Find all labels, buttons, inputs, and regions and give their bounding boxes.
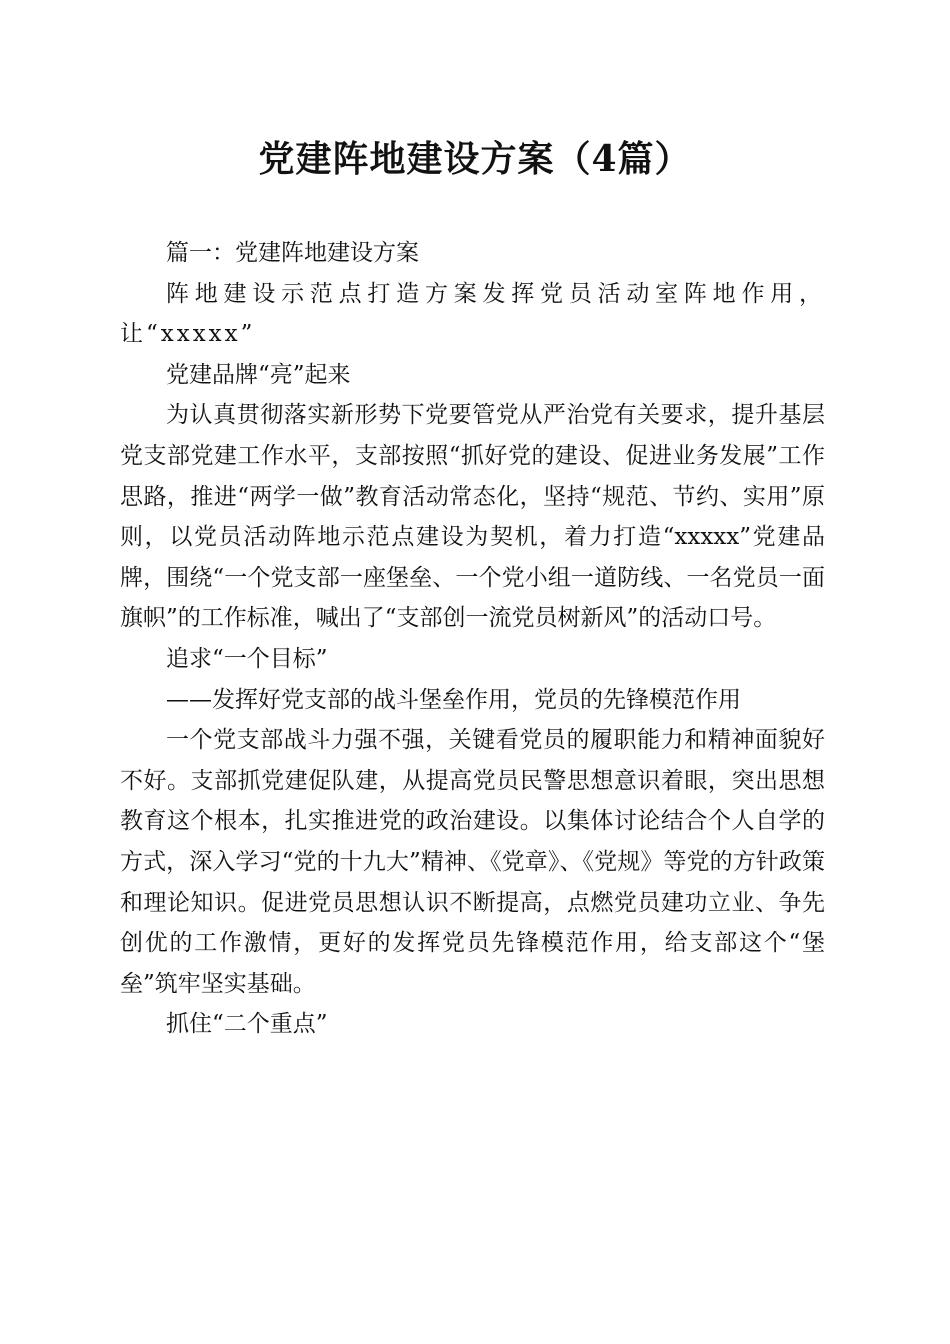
- paragraph: ——发挥好党支部的战斗堡垒作用，党员的先锋模范作用: [166, 686, 741, 713]
- section-heading: 篇一：党建阵地建设方案: [166, 240, 419, 266]
- paragraph: 阵地建设示范点打造方案发挥党员活动室阵地作用，让“xxxxx”: [120, 280, 825, 348]
- document-title: 党建阵地建设方案（4篇）: [258, 138, 692, 180]
- document-body: [120, 233, 825, 1045]
- paragraph: 一个党支部战斗力强不强，关键看党员的履职能力和精神面貌好不好。支部抓党建促队建，从提高党员民警思想意识着眼，突出思想教育这个根本，扎实推进党的政治建设。以集体讨论结合个人自学的方式，深入学习“党的十九大”精神、《党章》、《党规》等党的方针政策和理论知识。促进党员思想认识不断提高，点燃党员建功立业、争先创优的工作激情，更好的发挥党员先锋模范作用，给支部这个“堡垒”筑牢坚实基础。: [120, 727, 825, 997]
- subheading: 追求“一个目标”: [166, 645, 328, 672]
- subheading: 抓住“二个重点”: [166, 1011, 328, 1038]
- paragraph: 党建品牌“亮”起来: [166, 361, 351, 388]
- paragraph: 为认真贯彻落实新形势下党要管党从严治党有关要求，提升基层党支部党建工作水平，支部按照“抓好党的建设、促进业务发展”工作思路，推进“两学一做”教育活动常态化，坚持“规范、节约、实用”原则，以党员活动阵地示范点建设为契机，着力打造“xxxxx”党建品牌，围绕“一个党支部一座堡垒、一个党小组一道防线、一名党员一面旗帜”的工作标准，喊出了“支部创一流党员树新风”的活动口号。: [120, 402, 825, 632]
